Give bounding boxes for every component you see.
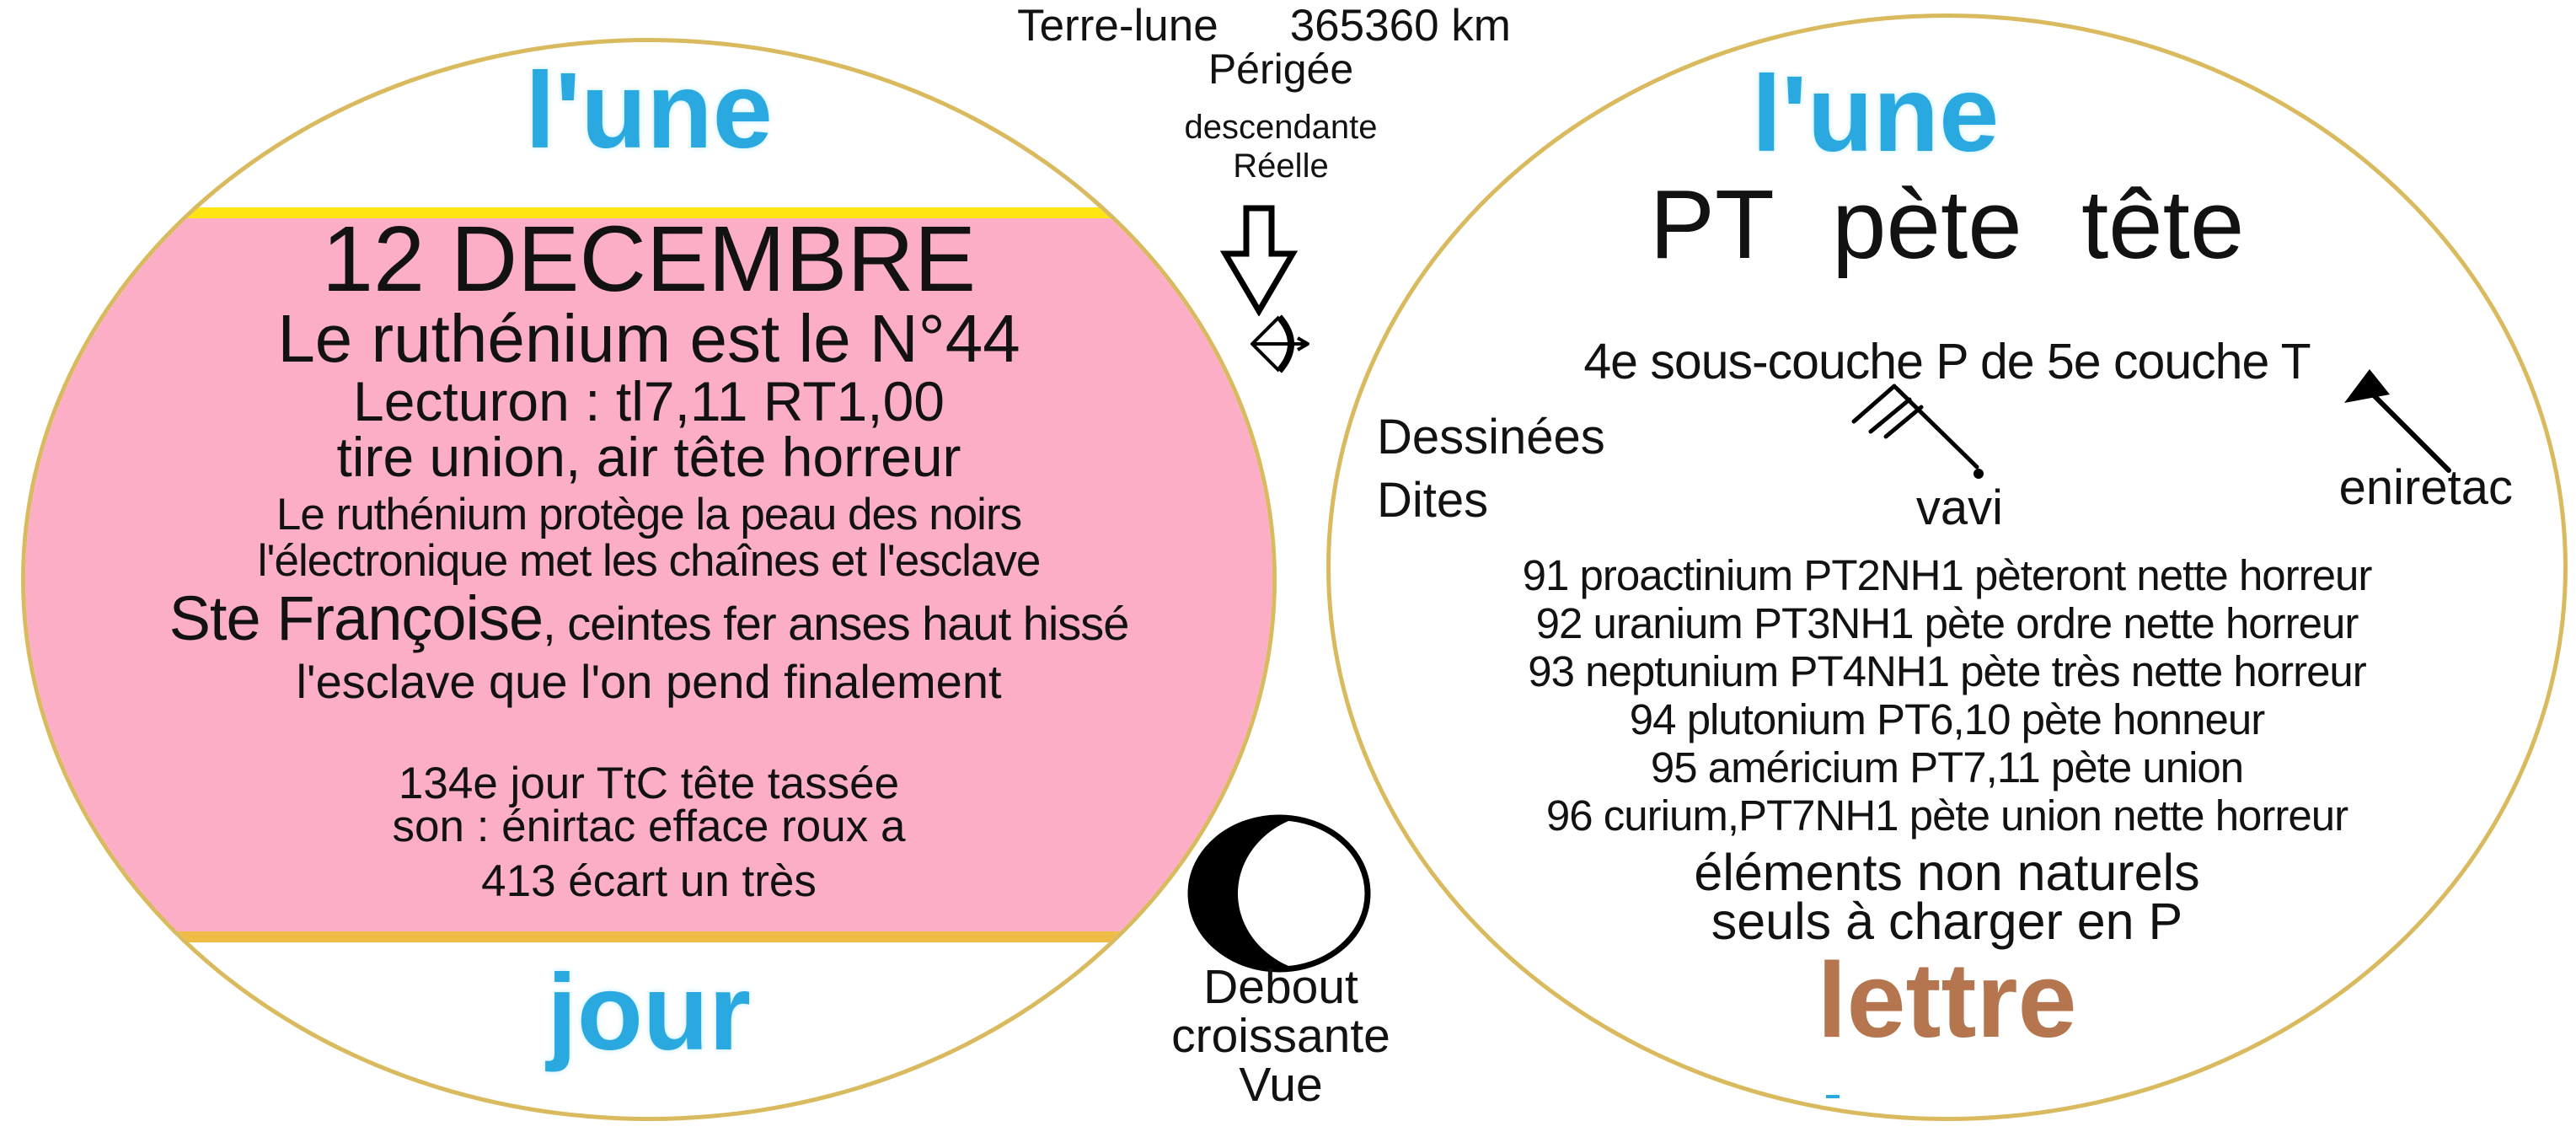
- element-line: 91 proactinium PT2NH1 pèteront nette horreur: [1522, 551, 2372, 599]
- left-top-label: l'une: [525, 51, 773, 171]
- right-top-label: l'une: [1751, 54, 2000, 174]
- small-blue-tick: [1826, 1095, 1840, 1098]
- electronique-line: l'électronique met les chaînes et l'esclave: [257, 536, 1041, 586]
- sainte-line: [25, 583, 1272, 653]
- pt-title: PT pète tête: [1649, 169, 2245, 279]
- moon-caption-1: Debout: [1203, 960, 1358, 1014]
- word-dessinees: Dessinées: [1377, 410, 1605, 464]
- left-circle: [21, 38, 1277, 1121]
- element-line: 93 neptunium PT4NH1 pète très nette horreur: [1528, 647, 2366, 695]
- element-line: 95 américium PT7,11 pète union: [1650, 743, 2244, 791]
- moon-caption-3: Vue: [1239, 1058, 1323, 1112]
- moon-caption-2: croissante: [1171, 1009, 1390, 1063]
- element-line: 94 plutonium PT6,10 pète honneur: [1629, 695, 2265, 743]
- tire-union-line: tire union, air tête horreur: [336, 426, 961, 488]
- footer-line-1: éléments non naturels: [1694, 844, 2200, 901]
- ruthenium-number-line: Le ruthénium est le N°44: [277, 301, 1020, 376]
- jour-134-line: 134e jour TtC tête tassée: [398, 759, 900, 808]
- distance-line: [860, 0, 1668, 51]
- lecturon-line: Lecturon : tl7,11 RT1,00: [353, 370, 945, 432]
- left-bottom-label: jour: [547, 952, 751, 1073]
- right-bottom-label: lettre: [1817, 941, 2077, 1060]
- gold-separator-bottom: [21, 931, 1277, 942]
- bow-and-arrow-icon: [1245, 312, 1313, 378]
- reelle-label: Réelle: [1233, 148, 1329, 185]
- esclave-line: l'esclave que l'on pend finalement: [296, 655, 1002, 708]
- sainte-suffix: , ceintes fer anses haut hissé: [543, 597, 1129, 650]
- word-vavi: vavi: [1915, 480, 2004, 535]
- rake-hatch-pointer-icon: [1845, 379, 1993, 485]
- word-dites: Dites: [1377, 473, 1489, 528]
- filled-arrowhead-pointer-icon: [2344, 369, 2458, 479]
- perigee-label: Périgée: [1208, 46, 1354, 93]
- distance-label: Terre-lune: [1017, 1, 1218, 51]
- date-line: 12 DECEMBRE: [321, 207, 977, 311]
- descendante-label: descendante: [1184, 109, 1378, 146]
- word-eniretac: eniretac: [2338, 460, 2513, 515]
- distance-value: 365360 km: [1289, 1, 1511, 51]
- element-line: 92 uranium PT3NH1 pète ordre nette horreur: [1535, 599, 2359, 647]
- waning-moon-icon: [1184, 811, 1378, 979]
- sainte-name: Ste Françoise: [169, 583, 544, 653]
- sous-couche-line: 4e sous-couche P de 5e couche T: [1583, 334, 2311, 389]
- footer-line-2: seuls à charger en P: [1711, 893, 2183, 950]
- right-circle: [1326, 13, 2568, 1121]
- protege-line: Le ruthénium protège la peau des noirs: [276, 490, 1022, 539]
- son-line: son : énirtac efface roux a: [392, 802, 906, 851]
- ecart-line: 413 écart un très: [481, 856, 817, 906]
- element-line: 96 curium,PT7NH1 pète union nette horreur: [1545, 791, 2348, 840]
- down-arrow-icon: [1220, 205, 1298, 316]
- element-list: [1331, 551, 2563, 840]
